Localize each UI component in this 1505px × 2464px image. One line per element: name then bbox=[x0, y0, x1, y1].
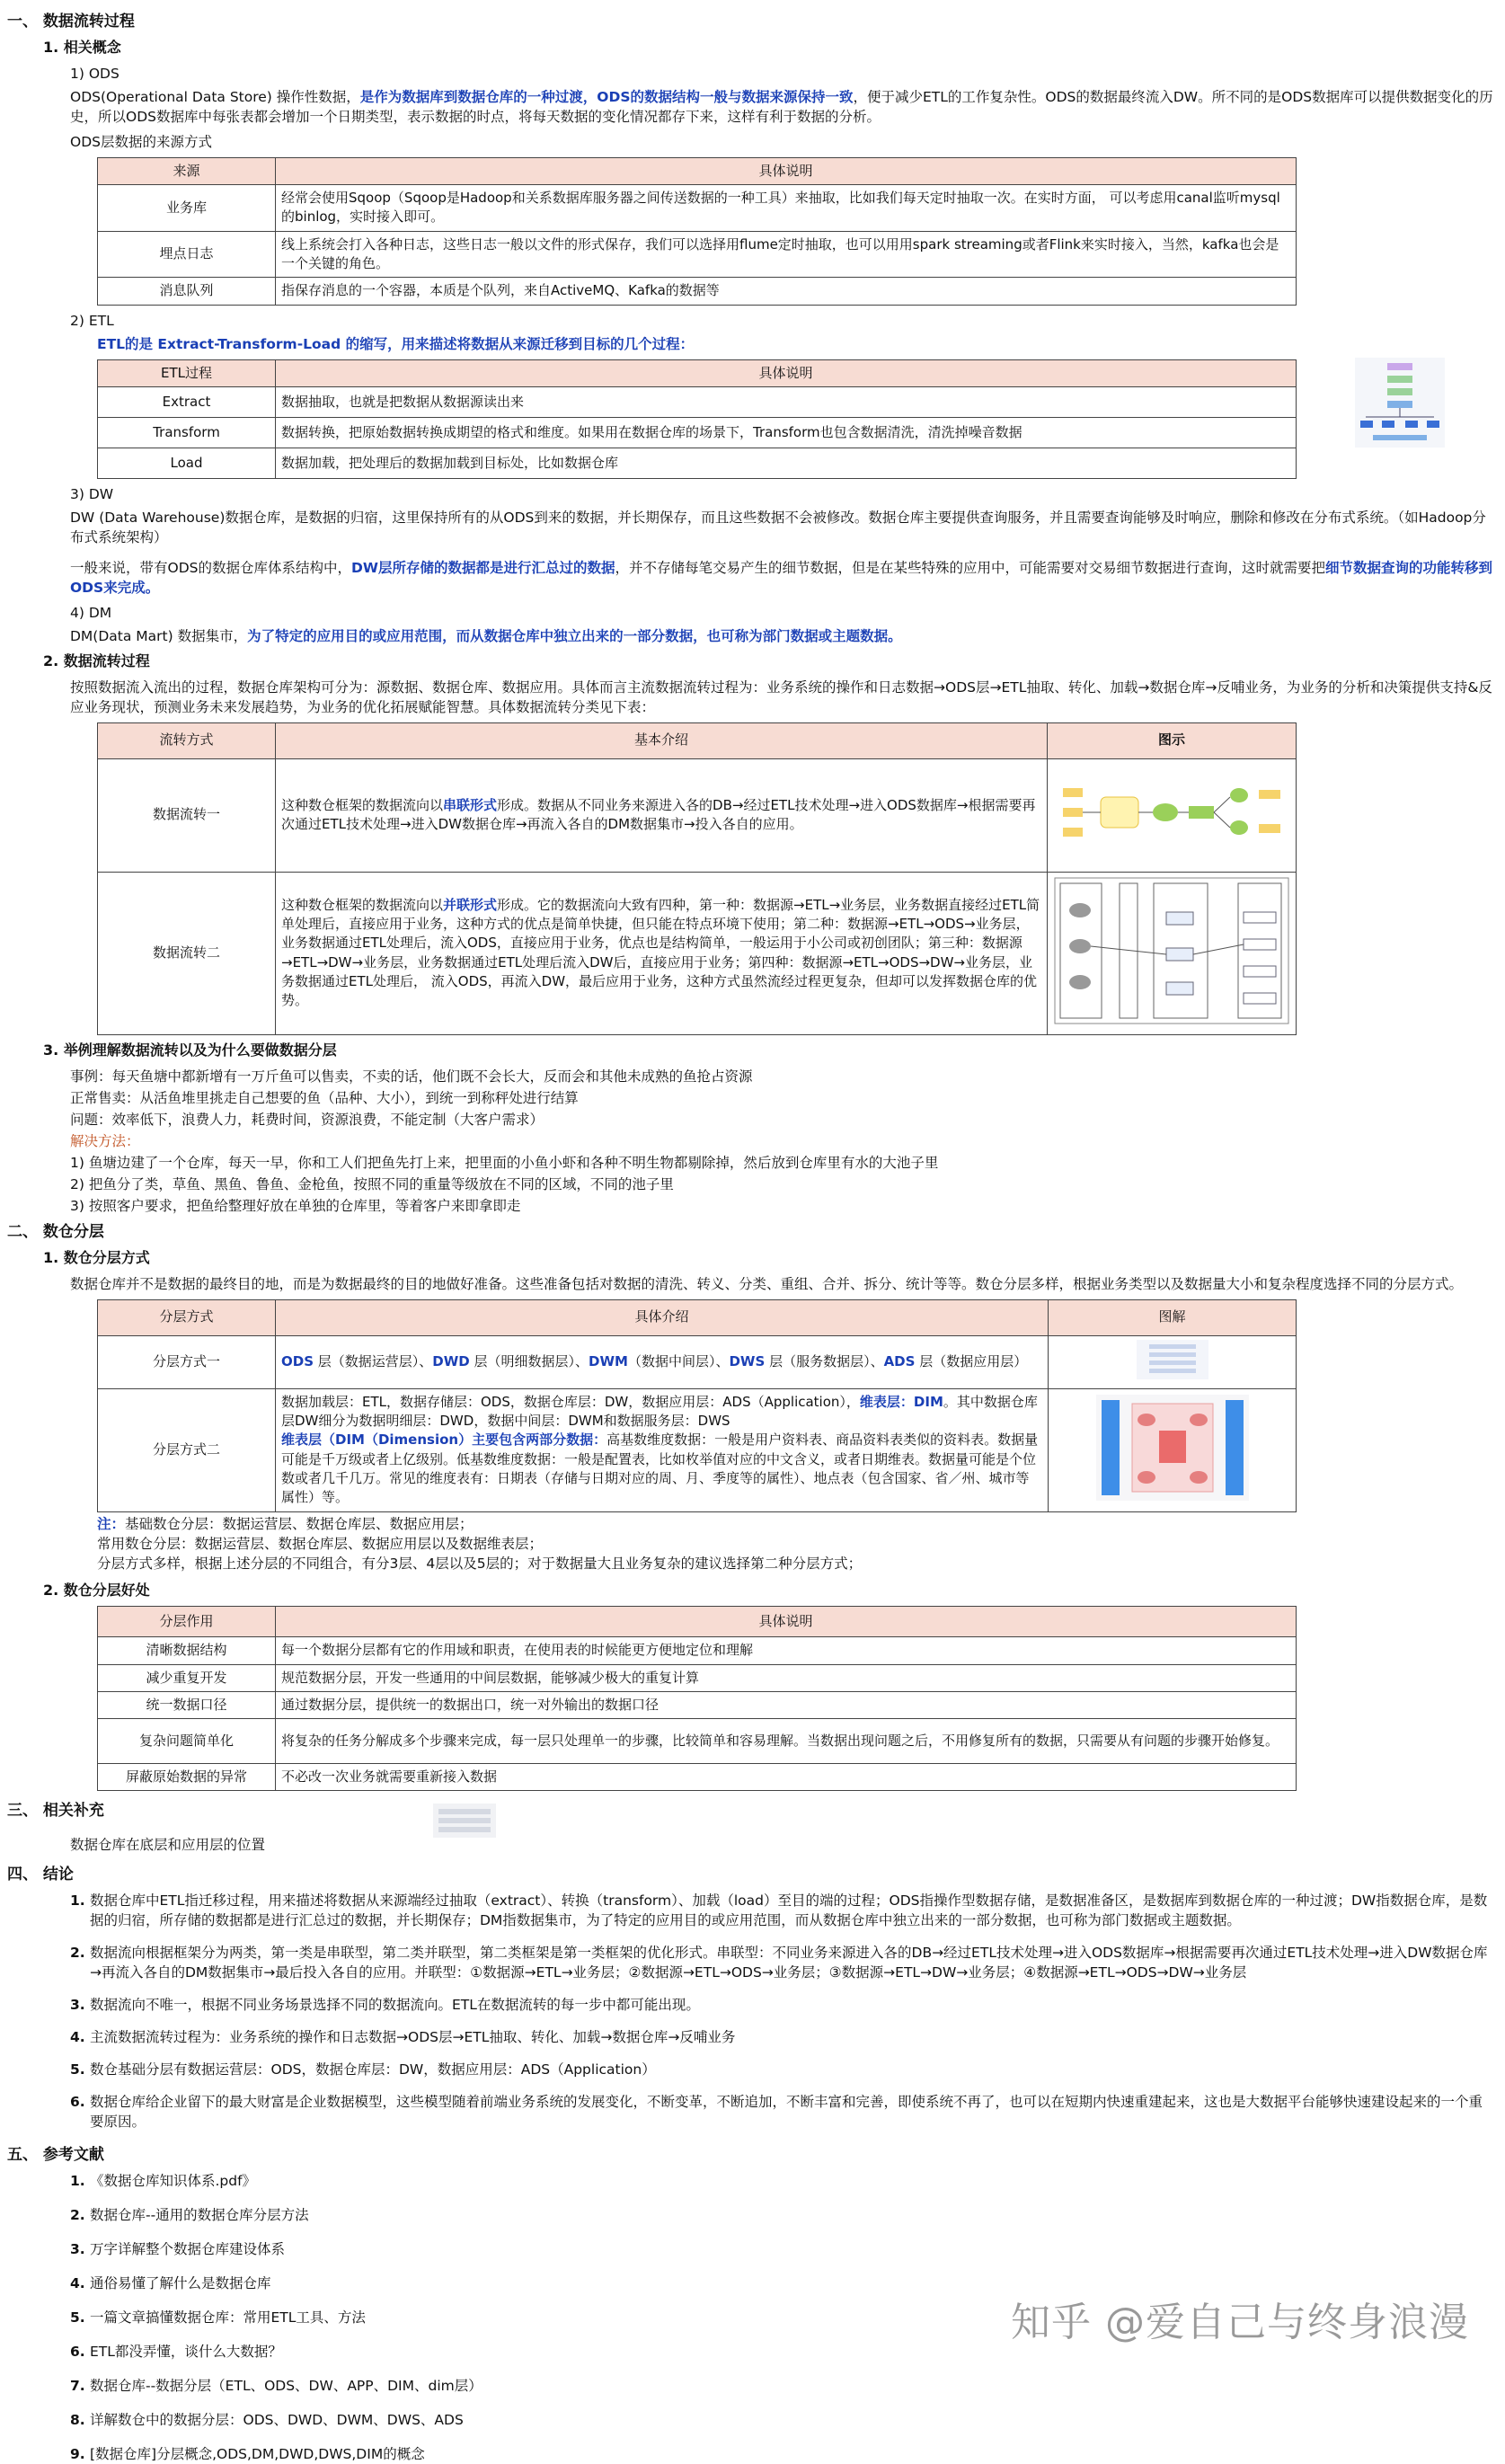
section-5-title: 五、 参考文献 bbox=[7, 2145, 104, 2164]
dw-paragraph-1: DW (Data Warehouse)数据仓库，是数据的归宿，这里保持所有的从ODS到来的数据，并长期保存，而且这些数据不会被修改。数据仓库主要提供查询服务，并且需要查询能够及时响应，删除和修改在分布式系统。（如Hadoop分布式系统架构） bbox=[70, 509, 1486, 545]
table-cell: 分层方式一 bbox=[98, 1335, 276, 1388]
table-row bbox=[98, 417, 1297, 448]
flow1-text-c: 形成。数据从不同业务来源进入各的DB→经过ETL技术处理→进入ODS数据库→根据需要再次通过ETL技术处理→进入DW数据仓库→再流入各自的DM数据集市→投入各自的应用。 bbox=[281, 796, 1036, 833]
table-header: 流转方式 bbox=[98, 722, 276, 758]
table-cell bbox=[276, 1335, 1049, 1388]
table-row bbox=[98, 758, 1297, 872]
layer-desc: 层（数据应用层） bbox=[915, 1353, 1028, 1369]
layer-desc: 层（明细数据层）、 bbox=[469, 1353, 589, 1369]
table-cell: 屏蔽原始数据的异常 bbox=[98, 1764, 276, 1791]
table-cell: 指保存消息的一个容器，本质是个队列，来自ActiveMQ、Kafka的数据等 bbox=[276, 278, 1297, 305]
table-row bbox=[98, 872, 1297, 1034]
dw-paragraph-2 bbox=[70, 558, 1494, 598]
table-header: 图示 bbox=[1048, 722, 1297, 758]
layering-notes bbox=[97, 1514, 1494, 1573]
ods-source-table bbox=[97, 157, 1297, 306]
layering-2-diagram-icon bbox=[1096, 1395, 1249, 1501]
table-cell: 每一个数据分层都有它的作用域和职责，在使用表的时候能更方便地定位和理解 bbox=[276, 1637, 1297, 1664]
example-line-1: 事例：每天鱼塘中都新增有一万斤鱼可以售卖，不卖的话，他们既不会长大，反而会和其他未成熟的鱼抢占资源 bbox=[70, 1068, 753, 1085]
solution-2: 2) 把鱼分了类，草鱼、黑鱼、鲁鱼、金枪鱼，按照不同的重量等级放在不同的区域，不同的池子里 bbox=[70, 1175, 674, 1192]
table-header: 具体说明 bbox=[276, 359, 1297, 386]
section-2-title: 二、 数仓分层 bbox=[7, 1222, 104, 1241]
flow2-diagram-icon bbox=[1053, 876, 1290, 1025]
reference-link[interactable]: 3. 万字详解整个数据仓库建设体系 bbox=[70, 2240, 286, 2257]
reference-link[interactable]: 6. ETL都没弄懂，谈什么大数据？ bbox=[70, 2343, 282, 2360]
solution-1: 1) 鱼塘边建了一个仓库，每天一早，你和工人们把鱼先打上来，把里面的小鱼小虾和各种不明生物都剔除掉，然后放到仓库里有水的大池子里 bbox=[70, 1154, 939, 1171]
table-cell bbox=[1049, 1335, 1297, 1388]
table-row bbox=[98, 1764, 1297, 1791]
example-line-2: 正常售卖：从活鱼堆里挑走自己想要的鱼（品种、大小），到统一到称秤处进行结算 bbox=[70, 1089, 579, 1106]
layer-code: ODS bbox=[281, 1353, 314, 1369]
reference-link[interactable]: 8. 详解数仓中的数据分层：ODS、DWD、DWM、DWS、ADS bbox=[70, 2411, 464, 2428]
note-3: 分层方式多样，根据上述分层的不同组合，有分3层、4层以及5层的；对于数据量大且业务复杂的建议选择第二种分层方式； bbox=[97, 1555, 863, 1572]
table-cell: 业务库 bbox=[98, 185, 276, 232]
table-cell bbox=[276, 1388, 1049, 1511]
solution-label: 解决方法： bbox=[70, 1132, 140, 1149]
dm-para-a: DM(Data Mart) 数据集市， bbox=[70, 627, 248, 644]
flow1-diagram-icon bbox=[1059, 781, 1284, 844]
layer2-bold-dim: 维表层：DIM bbox=[859, 1393, 943, 1410]
flow-paragraph: 按照数据流入流出的过程，数据仓库架构可分为：源数据、数据仓库、数据应用。具体而言主流数据流转过程为：业务系统的操作和日志数据→ODS层→ETL抽取、转化、加载→数据仓库→反哺业务，为业务的分析和决策提供支持&反应业务现状，预测业务未来发展趋势，为业务的优化拓展赋能智慧。具体数据流转分类见下表： bbox=[70, 678, 1492, 715]
layer2-bold-dim-desc: 维表层（DIM（Dimension）主要包含两部分数据： bbox=[281, 1431, 607, 1449]
table-cell: 将复杂的任务分解成多个步骤来完成，每一层只处理单一的步骤，比较简单和容易理解。当数据出现问题之后，不用修复所有的数据，只需要从有问题的步骤开始修复。 bbox=[276, 1719, 1297, 1764]
dm-paragraph bbox=[70, 626, 1494, 646]
layer-code: DWM bbox=[589, 1353, 628, 1369]
table-cell: 埋点日志 bbox=[98, 231, 276, 278]
list-item: 4. 主流数据流转过程为：业务系统的操作和日志数据→ODS层→ETL抽取、转化、加载→数据仓库→反哺业务 bbox=[70, 2028, 736, 2045]
table-cell: 减少重复开发 bbox=[98, 1664, 276, 1691]
table-cell: 不必改一次业务就需要重新接入数据 bbox=[276, 1764, 1297, 1791]
ods-para-c: ，便于减少ETL的工作复杂性。ODS的数据最终流入DW。所不同的是ODS数据库可以提供数据变化的历史，所以ODS数据库中每张表都会增加一个日期类型，表示数据的时点，将每天数据的变化情况都存下来，这样有利于数据的分析。 bbox=[70, 88, 1493, 125]
subsection-1-1-title: 1. 相关概念 bbox=[43, 39, 121, 57]
table-row bbox=[98, 185, 1297, 232]
flow1-text-a: 这种数仓框架的数据流向以 bbox=[281, 796, 444, 813]
section-4-title: 四、 结论 bbox=[7, 1865, 74, 1883]
dm-title: 4) DM bbox=[70, 604, 112, 621]
reference-link[interactable]: 1. 《数据仓库知识体系.pdf》 bbox=[70, 2172, 257, 2189]
layer2-text-c: 。其中数据仓库层DW细分为数据明细层：DWD，数据中间层：DWM和数据服务层：DWS bbox=[281, 1393, 1038, 1430]
example-line-3: 问题：效率低下，浪费人力，耗费时间，资源浪费，不能定制（大客户需求） bbox=[70, 1111, 544, 1128]
table-cell: Load bbox=[98, 448, 276, 478]
dw-para-a: 一般来说，带有ODS的数据仓库体系结构中， bbox=[70, 559, 351, 576]
flow2-text-a: 这种数仓框架的数据流向以 bbox=[281, 896, 444, 913]
layering-table bbox=[97, 1299, 1297, 1512]
reference-link[interactable]: 5. 一篇文章搞懂数据仓库：常用ETL工具、方法 bbox=[70, 2309, 366, 2326]
zhihu-watermark: 知乎 @爱自己与终身浪漫 bbox=[1011, 2299, 1469, 2345]
table-header: 具体说明 bbox=[276, 157, 1297, 184]
table-cell: Extract bbox=[98, 386, 276, 417]
subsection-1-2-title: 2. 数据流转过程 bbox=[43, 651, 150, 669]
reference-link[interactable]: 2. 数据仓库--通用的数据仓库分层方法 bbox=[70, 2206, 309, 2223]
table-cell: 数据转换，把原始数据转换成期望的格式和维度。如果用在数据仓库的场景下，Transform也包含数据清洗，清洗掉噪音数据 bbox=[276, 417, 1297, 448]
dw-title: 3) DW bbox=[70, 485, 114, 502]
table-cell: 消息队列 bbox=[98, 278, 276, 305]
note-2: 常用数仓分层：数据运营层、数据仓库层、数据应用层以及数据维表层； bbox=[97, 1535, 544, 1552]
section-1-title: 一、 数据流转过程 bbox=[7, 13, 135, 31]
reference-link[interactable]: 9. [数据仓库]分层概念,ODS,DM,DWD,DWS,DIM的概念 bbox=[70, 2445, 425, 2462]
layer-code: DWD bbox=[432, 1353, 470, 1369]
subsection-2-1-title: 1. 数仓分层方式 bbox=[43, 1248, 150, 1266]
list-item: 1. 数据仓库中ETL指迁移过程，用来描述将数据从来源端经过抽取（extract）、转换（transform）、加载（load）至目的端的过程；ODS指操作型数据存储，是数据准备区，是数据库到数据仓库的一种过渡；DW指数据仓库，是数据的归宿，所存储的数据都是进行汇总过的数据，并长期保存；DM指数据集市，为了特定的应用目的或应用范围，而从数据仓库中独立出来的一部分数据，也可称为部门数据或主题数据。 bbox=[70, 1892, 1488, 1928]
table-cell bbox=[1048, 758, 1297, 872]
dm-para-bold: 为了特定的应用目的或应用范围，而从数据仓库中独立出来的一部分数据，也可称为部门数据或主题数据。 bbox=[247, 627, 902, 644]
table-row bbox=[98, 386, 1297, 417]
table-header: 基本介绍 bbox=[276, 722, 1048, 758]
etl-title: 2) ETL bbox=[70, 312, 114, 329]
list-item: 5. 数仓基础分层有数据运营层：ODS，数据仓库层：DW，数据应用层：ADS（Application） bbox=[70, 2061, 656, 2078]
supplement-paragraph: 数据仓库在底层和应用层的位置 bbox=[70, 1836, 266, 1853]
layer-code: DWS bbox=[729, 1353, 766, 1369]
table-cell: 清晰数据结构 bbox=[98, 1637, 276, 1664]
flow2-text-c: 形成。它的数据流向大致有四种，第一种：数据源→ETL→业务层，业务数据直接经过ETL简单处理后，直接应用于业务，这种方式的优点是简单快捷，但只能在特点环境下使用；第二种：数据源→ETL→ODS→业务层，业务数据通过ETL处理后，流入ODS，直接应用于业务，优点也是结构简单，一般运用于小公司或初创团队；第三种：数据源→ETL→DW→业务层，业务数据通过ETL处理后流入DW后，直接应用于业务；第四种：数据源→ETL→ODS→DW→业务层，业务数据通过ETL处理后， 流入ODS，再流入DW，最后应用于业务，这种方式虽然流经过程更复杂，但却可以发挥数据仓库的优势。 bbox=[281, 896, 1040, 1009]
etl-diagram-thumbnail-icon bbox=[1355, 358, 1445, 448]
reference-link[interactable]: 4. 通俗易懂了解什么是数据仓库 bbox=[70, 2274, 271, 2291]
table-cell: 规范数据分层，开发一些通用的中间层数据，能够减少极大的重复计算 bbox=[276, 1664, 1297, 1691]
conclusion-list bbox=[70, 1891, 1494, 2132]
ods-para-bold: 是作为数据库到数据仓库的一种过渡，ODS的数据结构一般与数据来源保持一致 bbox=[359, 88, 854, 105]
dw-para-bold-1: DW层所存储的数据都是进行汇总过的数据 bbox=[350, 559, 615, 576]
table-row bbox=[98, 1335, 1297, 1388]
table-cell: 统一数据口径 bbox=[98, 1691, 276, 1718]
note-label: 注： bbox=[97, 1515, 126, 1532]
ods-paragraph bbox=[70, 87, 1494, 127]
table-row bbox=[98, 1388, 1297, 1511]
benefit-table bbox=[97, 1606, 1297, 1791]
etl-desc: ETL的是 Extract-Transform-Load 的缩写，用来描述将数据从来源迁移到目标的几个过程： bbox=[97, 335, 695, 352]
table-header: 来源 bbox=[98, 157, 276, 184]
layer2-text-a: 数据加载层：ETL，数据存储层：ODS，数据仓库层：DW，数据应用层：ADS（Application）， bbox=[281, 1393, 860, 1410]
table-cell: 数据抽取，也就是把数据从数据源读出来 bbox=[276, 386, 1297, 417]
table-cell: Transform bbox=[98, 417, 276, 448]
table-header: 分层作用 bbox=[98, 1607, 276, 1637]
layer2-text-e: 高基数维度数据：一般是用户资料表、商品资料表类似的资料表。数据量可能是千万级或者上亿级别。低基数维度数据：一般是配置表，比如枚举值对应的中文含义，或者日期维表。数据量可能是个位数或者几千几万。常见的维度表有：日期表（存储与日期对应的周、月、季度等的属性）、地点表（包含国家、省／州、城市等属性）等。 bbox=[281, 1431, 1039, 1506]
table-row bbox=[98, 448, 1297, 478]
dw-para-bold-2: 细节数据查询的功能转移到ODS来完成。 bbox=[70, 559, 1492, 596]
table-header: 具体说明 bbox=[276, 1607, 1297, 1637]
supplement-diagram-thumbnail-icon bbox=[433, 1804, 496, 1838]
layer-desc: （数据中间层）、 bbox=[627, 1353, 730, 1369]
layer-desc: 层（服务数据层）、 bbox=[765, 1353, 884, 1369]
table-cell: 线上系统会打入各种日志，这些日志一般以文件的形式保存，我们可以选择用flume定时抽取，也可以用用spark streaming或者Flink来实时接入，当然，kafka也会是一个关键的角色。 bbox=[276, 231, 1297, 278]
layering-paragraph: 数据仓库并不是数据的最终目的地，而是为数据最终的目的地做好准备。这些准备包括对数据的清洗、转义、分类、重组、合并、拆分、统计等等。数仓分层多样，根据业务类型以及数据量大小和复杂程度选择不同的分层方式。 bbox=[70, 1275, 1464, 1292]
flow-table bbox=[97, 722, 1297, 1035]
table-header: 具体介绍 bbox=[276, 1299, 1049, 1335]
etl-table bbox=[97, 359, 1297, 479]
table-row bbox=[98, 1637, 1297, 1664]
layer-code: ADS bbox=[883, 1353, 916, 1369]
table-cell: 分层方式二 bbox=[98, 1388, 276, 1511]
table-header: 分层方式 bbox=[98, 1299, 276, 1335]
table-cell: 通过数据分层，提供统一的数据出口，统一对外输出的数据口径 bbox=[276, 1691, 1297, 1718]
table-cell bbox=[276, 872, 1048, 1034]
table-header: 图解 bbox=[1049, 1299, 1297, 1335]
list-item: 3. 数据流向不唯一，根据不同业务场景选择不同的数据流向。ETL在数据流转的每一步中都可能出现。 bbox=[70, 1996, 700, 2013]
table-cell bbox=[276, 758, 1048, 872]
solution-3: 3) 按照客户要求，把鱼给整理好放在单独的仓库里，等着客户来即拿即走 bbox=[70, 1197, 521, 1214]
table-cell: 数据流转一 bbox=[98, 758, 276, 872]
layering-1-diagram-icon bbox=[1137, 1340, 1208, 1379]
flow2-bold: 并联形式 bbox=[443, 896, 498, 913]
table-cell bbox=[1048, 872, 1297, 1034]
table-row bbox=[98, 278, 1297, 305]
flow1-bold: 串联形式 bbox=[443, 796, 498, 813]
table-row bbox=[98, 1691, 1297, 1718]
dw-para-c: ，并不存储每笔交易产生的细节数据，但是在某些特殊的应用中，可能需要对交易细节数据进行查询，这时就需要把 bbox=[615, 559, 1325, 576]
ods-title: 1) ODS bbox=[70, 65, 120, 82]
table-row bbox=[98, 231, 1297, 278]
table-row bbox=[98, 1664, 1297, 1691]
list-item: 2. 数据流向根据框架分为两类，第一类是串联型，第二类并联型，第二类框架是第一类框架的优化形式。串联型：不同业务来源进入各的DB→经过ETL技术处理→进入ODS数据库→根据需要再次通过ETL技术处理→进入DW数据仓库→再流入各自的DM数据集市→最后投入各自的应用。并联型：①数据源→ETL→业务层；②数据源→ETL→ODS→业务层；③数据源→ETL→DW→业务层；④数据源→ETL→ODS→DW→业务层 bbox=[70, 1944, 1488, 1981]
table-cell: 复杂问题简单化 bbox=[98, 1719, 276, 1764]
table-cell: 数据流转二 bbox=[98, 872, 276, 1034]
table-cell bbox=[1049, 1388, 1297, 1511]
subsection-1-3-title: 3. 举例理解数据流转以及为什么要做数据分层 bbox=[43, 1041, 337, 1059]
table-row bbox=[98, 1719, 1297, 1764]
table-cell: 经常会使用Sqoop（Sqoop是Hadoop和关系数据库服务器之间传送数据的一种工具）来抽取，比如我们每天定时抽取一次。在实时方面， 可以考虑用canal监听mysql的binlog，实时接入即可。 bbox=[276, 185, 1297, 232]
table-header: ETL过程 bbox=[98, 359, 276, 386]
section-3-title: 三、 相关补充 bbox=[7, 1802, 104, 1821]
note-1: 基础数仓分层：数据运营层、数据仓库层、数据应用层； bbox=[125, 1515, 474, 1532]
table-cell: 数据加载，把处理后的数据加载到目标处，比如数据仓库 bbox=[276, 448, 1297, 478]
ods-table-caption: ODS层数据的来源方式 bbox=[70, 133, 212, 150]
ods-para-a: ODS(Operational Data Store) 操作性数据， bbox=[70, 88, 360, 105]
subsection-2-2-title: 2. 数仓分层好处 bbox=[43, 1581, 150, 1599]
layer-desc: 层（数据运营层）、 bbox=[314, 1353, 433, 1369]
reference-link[interactable]: 7. 数据仓库--数据分层（ETL、ODS、DW、APP、DIM、dim层） bbox=[70, 2377, 482, 2394]
list-item: 6. 数据仓库给企业留下的最大财富是企业数据模型，这些模型随着前端业务系统的发展变化，不断变革，不断追加，不断丰富和完善，即使系统不再了，也可以在短期内快速重建起来，这也是大数据平台能够快速建设起来的一个重要原因。 bbox=[70, 2093, 1483, 2130]
